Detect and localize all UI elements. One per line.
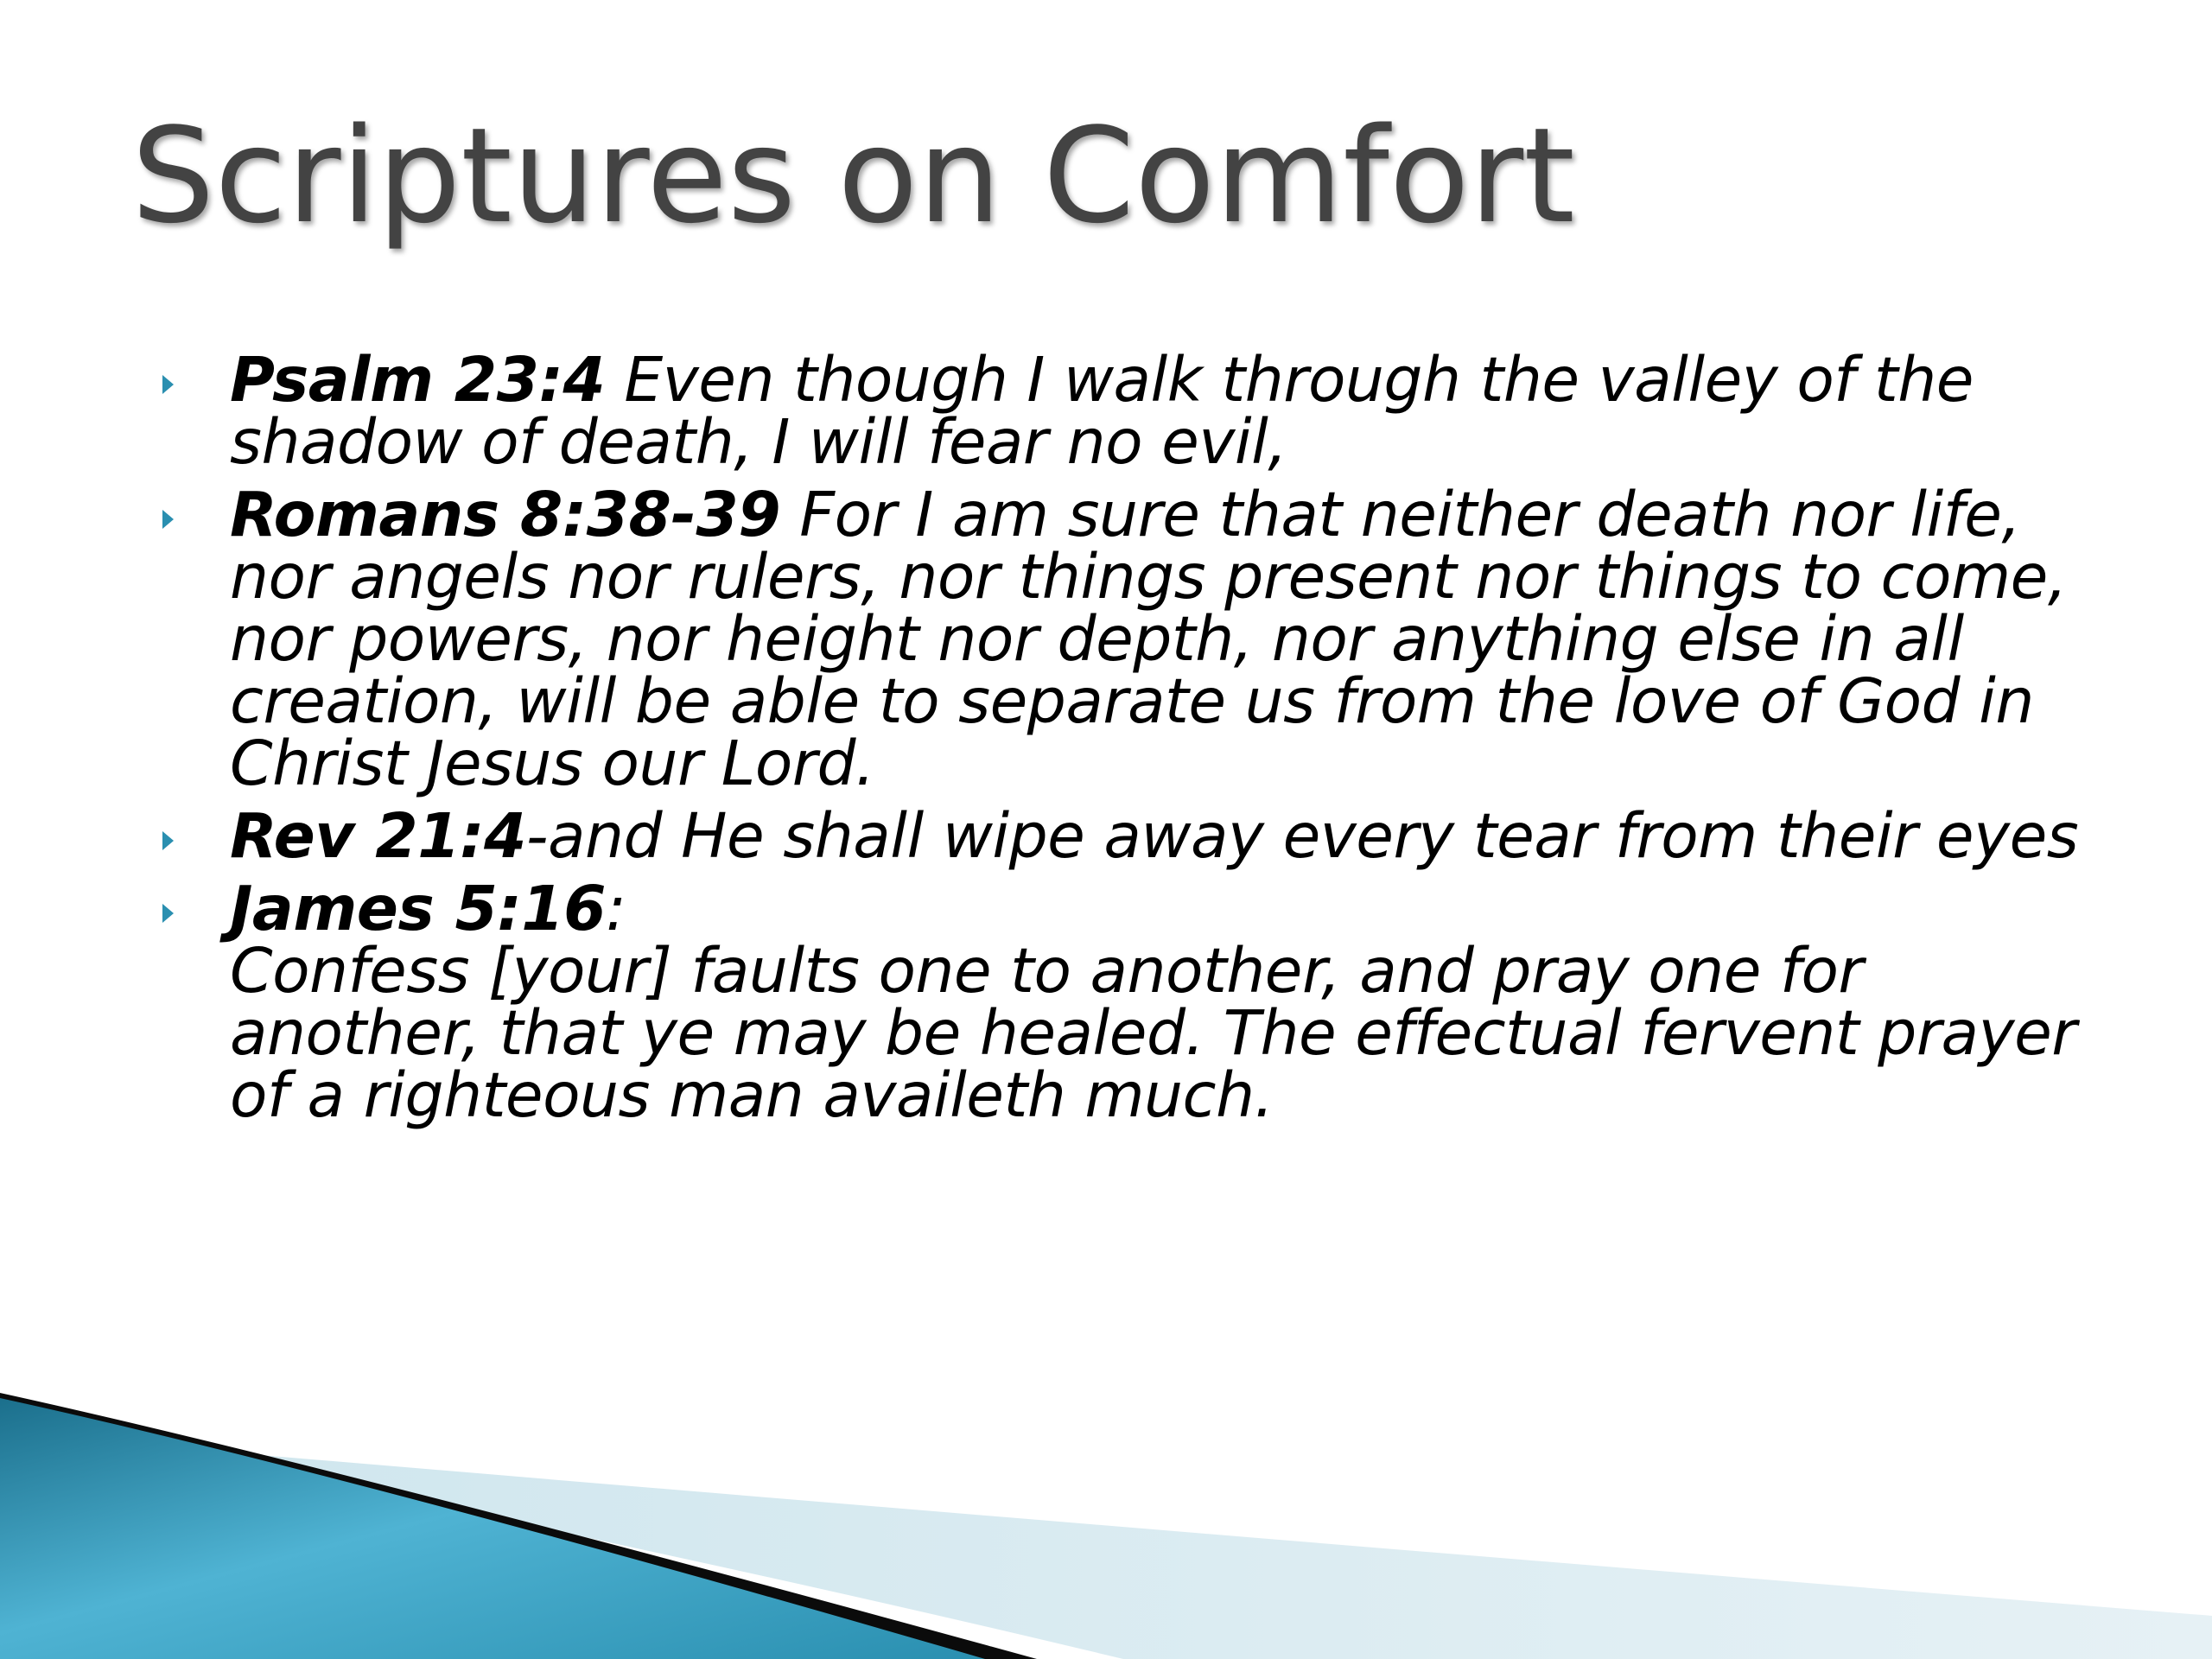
- verse-reference: Psalm 23:4: [230, 344, 606, 416]
- verse-text: For I am sure that neither death nor life, nor angels nor rulers, nor things present nor things to come, nor powers, nor height nor depth, nor anything else in all creation, will be able to separate us from the love of God in Christ Jesus our Lord.: [230, 479, 2067, 799]
- triangle-right-icon: [162, 375, 174, 394]
- triangle-right-icon: [162, 904, 174, 923]
- verse-text: and He shall wipe away every tear from their eyes: [548, 800, 2079, 872]
- verse-item-romans: [159, 479, 2129, 799]
- verse-reference: James 5:16: [230, 873, 607, 944]
- triangle-right-icon: [162, 510, 174, 529]
- light-wave-band: [138, 1445, 2212, 1659]
- verse-reference: Romans 8:38-39: [230, 479, 781, 550]
- verse-separator: -: [525, 800, 549, 872]
- verse-separator: [605, 344, 624, 416]
- triangle-right-icon: [162, 831, 174, 850]
- verse-item-revelation: [159, 800, 2129, 872]
- verse-text: Confess [your] faults one to another, and pray one for another, that ye may be healed. The effectual fervent prayer of a righteous man availeth much.: [230, 935, 2076, 1131]
- slide-title: Scriptures on Comfort: [131, 99, 1575, 252]
- verse-reference: Rev 21:4: [230, 800, 526, 872]
- verse-separator: :: [606, 873, 626, 944]
- verse-text: Even though I walk through the valley of the shadow of death, I will fear no evil,: [230, 344, 1974, 478]
- verse-list: [159, 344, 2129, 1137]
- dark-wave-stripe: [0, 1393, 1037, 1659]
- verse-item-james: [159, 873, 2129, 1131]
- verse-item-psalm: [159, 344, 2129, 478]
- verse-separator: [780, 479, 799, 550]
- teal-wave-wedge: [0, 1398, 985, 1659]
